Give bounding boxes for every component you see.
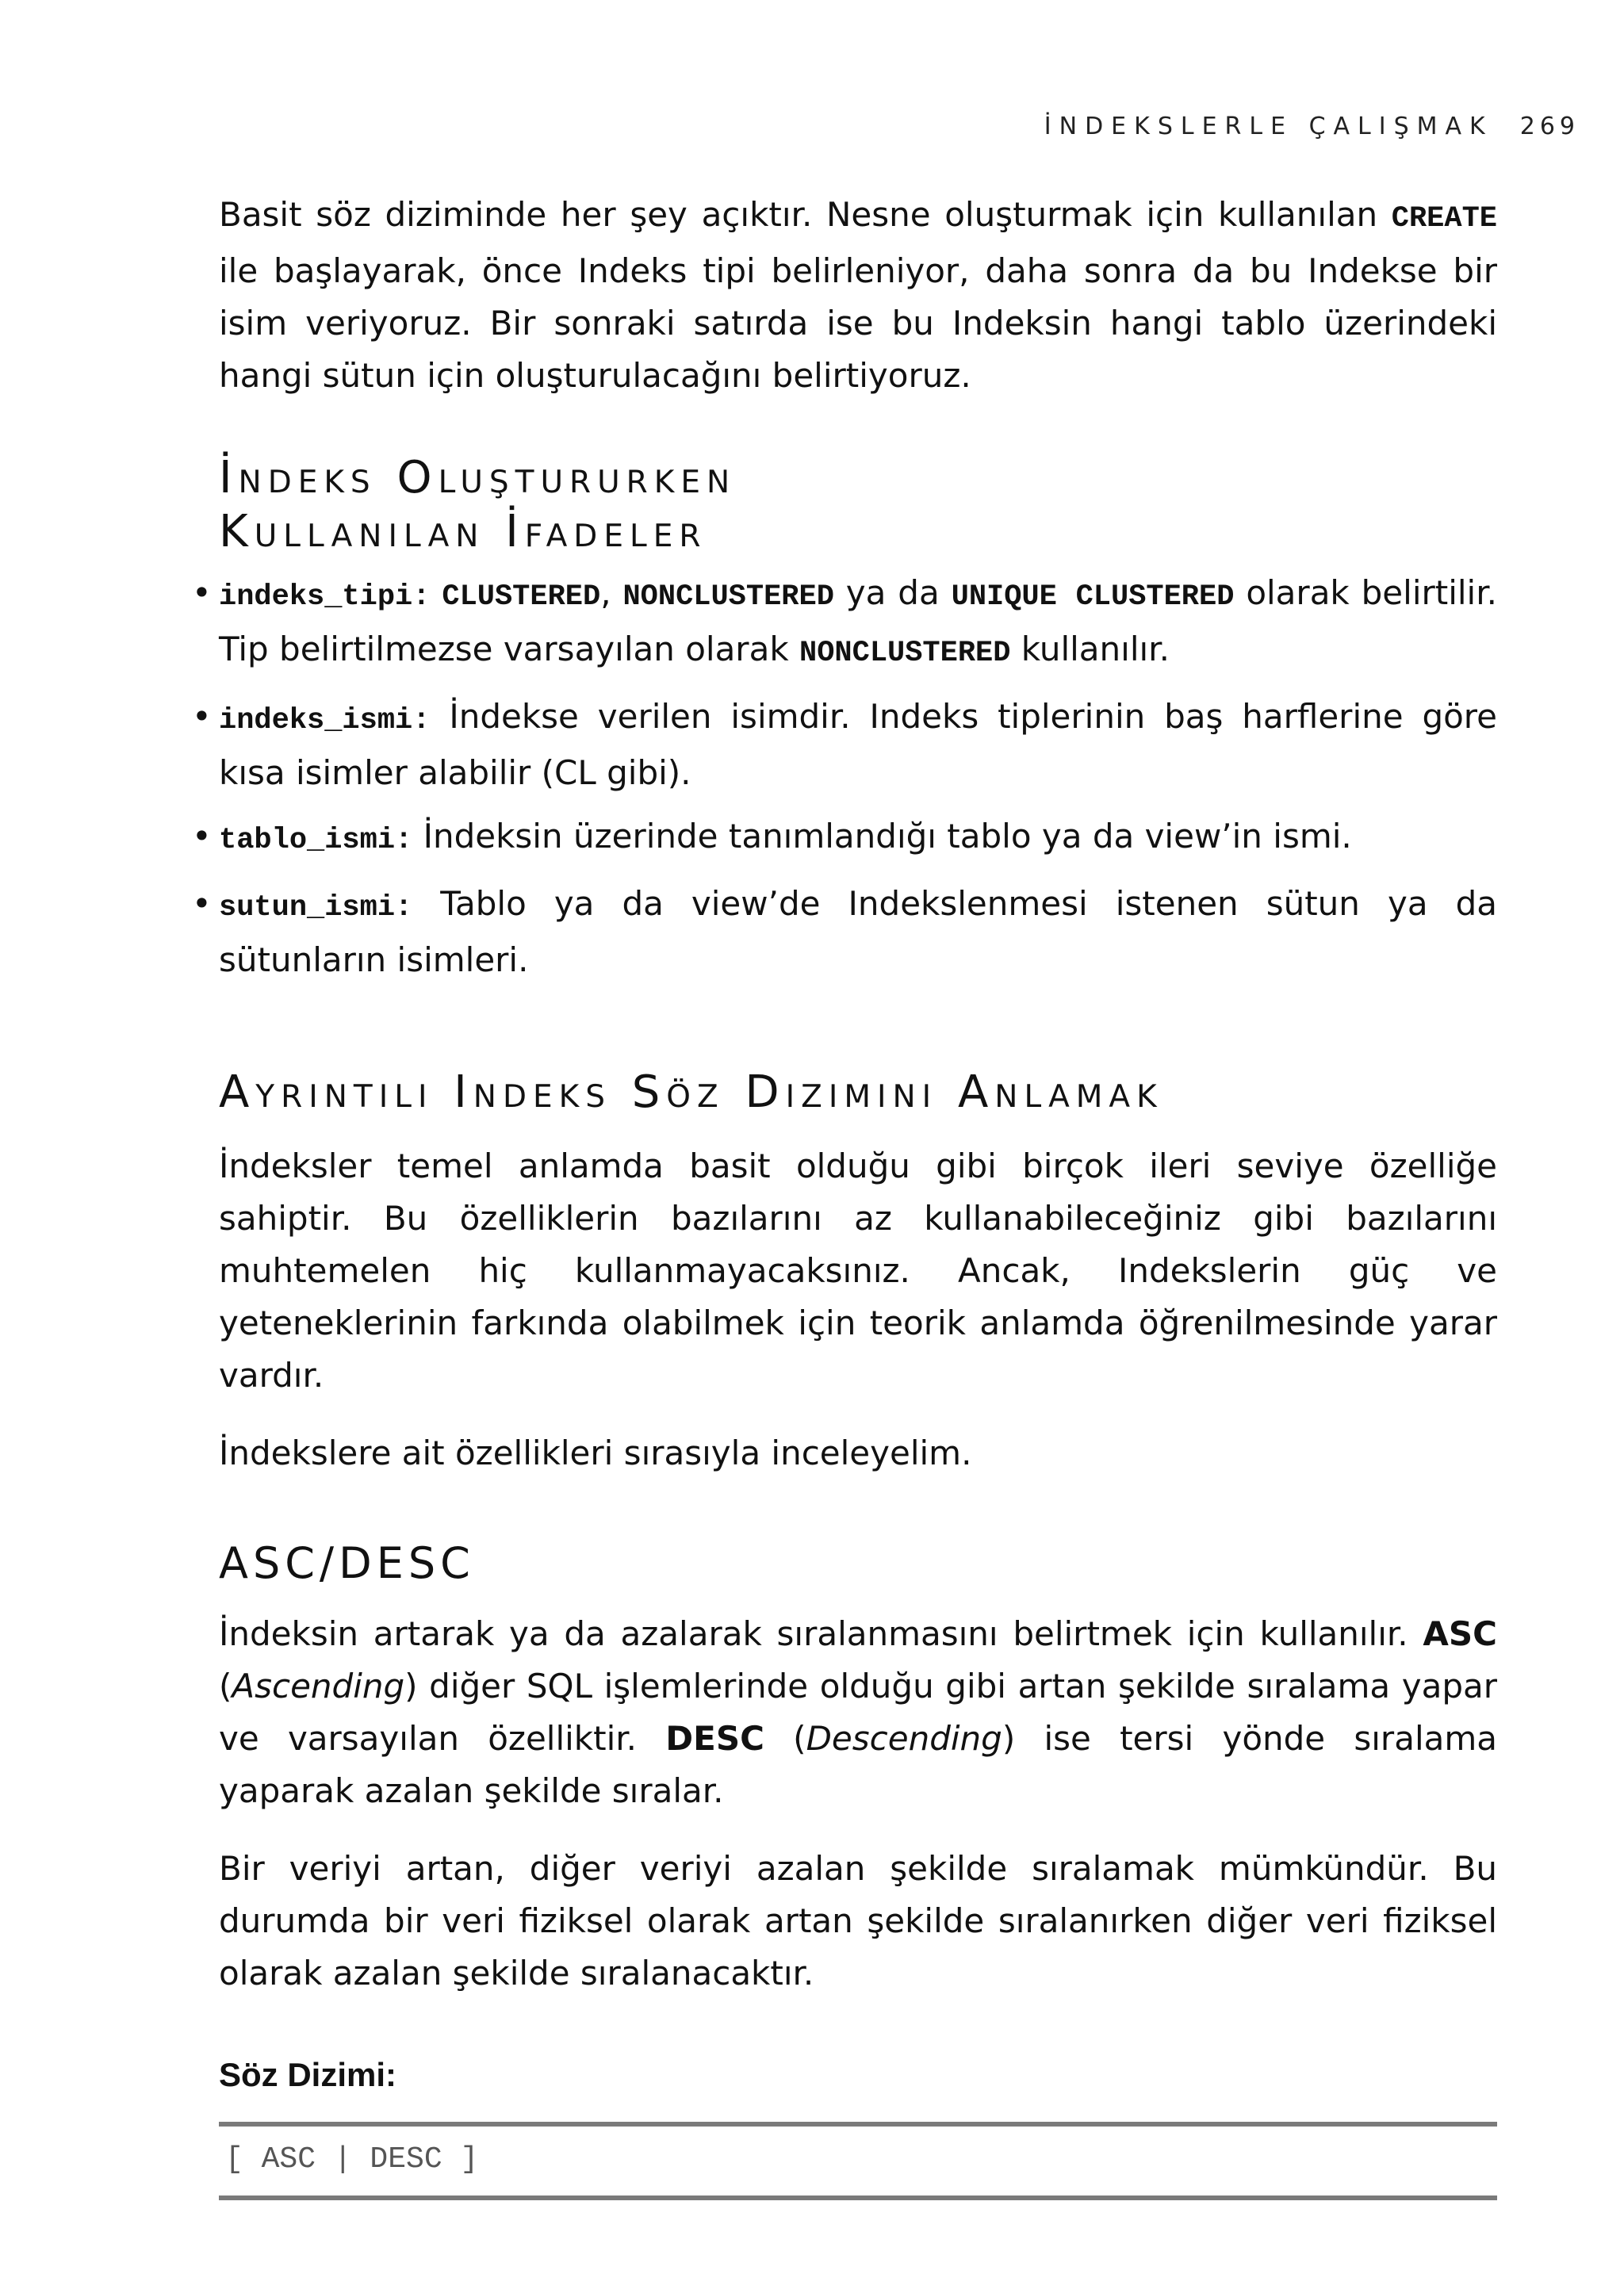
term-name: indeks_tipi: [219,580,431,614]
inline-code: NONCLUSTERED [622,580,834,614]
page-number: 269 [1519,113,1580,140]
bullet: • [192,817,212,856]
list-item [192,878,1497,986]
list-item [192,567,1497,680]
bold-term-desc: DESC [665,1719,764,1758]
text: ) ise tersi yönde sıralama yaparak azalan şekilde sıralar. [219,1719,1497,1810]
inline-code: CLUSTERED [442,580,601,614]
section-heading-index-statements [219,451,1497,559]
text: ( [764,1719,806,1758]
paragraph: Bir veriyi artan, diğer veriyi azalan şekilde sıralamak mümkündür. Bu durumda bir veri fiziksel olarak artan şekilde sıralanırken diğer veri fiziksel olarak azalan şekilde sıralanacaktır. [219,1849,1497,1993]
text: İndeksin artarak ya da azalarak sıralanmasını belirtmek için kullanılır. [219,1614,1423,1653]
section-heading-detailed-syntax: Ayrıntılı Indeks Söz Dizimini Anlamak [219,1066,1163,1118]
bullet: • [192,697,212,736]
list-text: , [600,573,623,612]
list-text: İndeksin üzerinde tanımlandığı tablo ya da view’in ismi. [412,817,1352,856]
bold-term-asc: ASC [1423,1614,1497,1653]
text: ( [219,1667,232,1706]
syntax-code-block [219,2122,1497,2200]
running-header [1044,113,1580,140]
list-item [192,691,1497,799]
intro-text-1: Basit söz diziminde her şey açıktır. Nesne oluşturmak için kullanılan [219,195,1392,234]
italic-term: Ascending [232,1667,405,1706]
page-body [192,189,1497,2200]
syntax-label: Söz Dizimi: [219,2056,397,2093]
italic-term: Descending [806,1719,1002,1758]
paragraph [219,1608,1497,1817]
term-name: indeks_ismi: [219,704,431,737]
list-text: Tablo ya da view’de Indekslenmesi istenen sütun ya da sütunların isimleri. [219,884,1497,979]
term-name: tablo_ismi: [219,824,413,857]
list-item [192,810,1497,867]
paragraph: İndekslere ait özellikleri sırasıyla inceleyelim. [219,1434,972,1472]
syntax-code: [ ASC | DESC ] [225,2142,479,2176]
inline-code: UNIQUE CLUSTERED [951,580,1235,614]
term-name: sutun_ismi: [219,891,413,925]
text: ) diğer SQL işlemlerinde olduğu gibi artan şekilde sıralama yapar ve varsayılan özelliktir. [219,1667,1497,1758]
term-list [192,567,1497,986]
list-text: kullanılır. [1010,630,1170,668]
inline-code-create: CREATE [1391,202,1497,235]
heading-line-1: İndeks Oluştururken [219,452,737,503]
bullet: • [192,884,212,923]
list-text: İndekse verilen isimdir. Indeks tiplerinin baş harflerine göre kısa isimler alabilir (CL gibi). [219,697,1497,792]
heading-line-2: Kullanılan İfadeler [219,506,707,557]
intro-text-2: ile başlayarak, önce Indeks tipi belirleniyor, daha sonra da bu Indekse bir isim veriyoruz. Bir sonraki satırda ise bu Indeksin hangi tablo üzerindeki hangi sütun için oluşturulacağını belirtiyoruz. [219,251,1497,395]
intro-paragraph [219,189,1497,402]
paragraph: İndeksler temel anlamda basit olduğu gibi birçok ileri seviye özelliğe sahiptir. Bu özelliklerin bazılarını az kullanabileceğiniz gibi bazılarını muhtemelen hiç kullanmayacaksınız. Ancak, Indekslerin güç ve yeteneklerinin farkında olabilmek için teorik anlamda öğrenilmesinde yarar vardır. [219,1147,1497,1395]
bullet: • [192,573,212,612]
chapter-title: İNDEKSLERLE ÇALIŞMAK [1044,113,1493,140]
section-heading-asc-desc: ASC/DESC [219,1538,475,1588]
list-text: ya da [833,573,952,612]
inline-code: NONCLUSTERED [799,637,1011,670]
list-text: olarak belirtilir. Tip belirtilmezse varsayılan olarak [219,573,1497,668]
